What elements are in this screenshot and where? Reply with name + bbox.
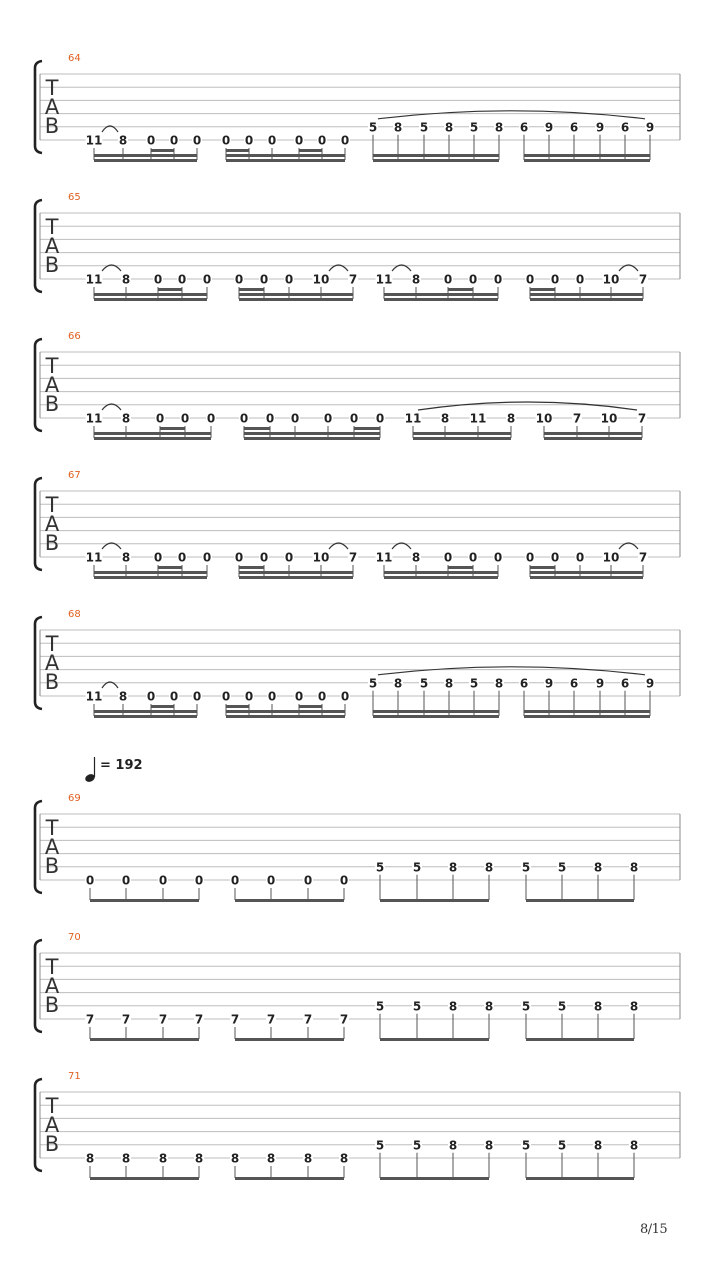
beam-secondary	[94, 571, 207, 574]
beam	[526, 1038, 634, 1041]
beam-tertiary	[299, 149, 322, 152]
fret-number: 8	[448, 860, 458, 875]
fret-number: 0	[244, 133, 254, 148]
fret-number: 8	[339, 1151, 349, 1166]
beam	[384, 576, 498, 579]
fret-number: 5	[521, 860, 531, 875]
tab-clef-letter: B	[44, 993, 60, 1017]
fret-number: 0	[265, 411, 275, 426]
tab-clef-letter: T	[45, 1094, 59, 1118]
tab-clef-letter: A	[44, 373, 60, 397]
tab-clef-letter: B	[44, 253, 60, 277]
fret-number: 8	[158, 1151, 168, 1166]
fret-number: 6	[620, 120, 630, 135]
beam-secondary	[384, 293, 498, 296]
beam-secondary	[94, 432, 211, 435]
beam	[380, 899, 489, 902]
tab-clef-letter: B	[44, 1132, 60, 1156]
fret-number: 10	[312, 272, 330, 287]
fret-number: 8	[194, 1151, 204, 1166]
system-bracket	[35, 1079, 42, 1171]
fret-number: 5	[469, 120, 479, 135]
fret-number: 8	[411, 550, 421, 565]
beam-tertiary	[226, 149, 249, 152]
system-bracket	[35, 617, 42, 709]
measure-number: 66	[68, 331, 81, 342]
fret-number: 8	[266, 1151, 276, 1166]
fret-number: 0	[85, 873, 95, 888]
tab-clef-letter: B	[44, 392, 60, 416]
beam	[373, 715, 499, 718]
tab-clef-letter: T	[45, 354, 59, 378]
fret-number: 8	[121, 272, 131, 287]
fret-number: 11	[85, 689, 103, 704]
fret-number: 0	[121, 873, 131, 888]
fret-number: 0	[153, 550, 163, 565]
tab-clef-letter: B	[44, 114, 60, 138]
fret-number: 0	[550, 550, 560, 565]
beam	[90, 1177, 199, 1180]
fret-number: 9	[544, 676, 554, 691]
fret-number: 11	[85, 133, 103, 148]
measure-number: 64	[68, 53, 81, 64]
fret-number: 0	[192, 133, 202, 148]
fret-number: 0	[177, 550, 187, 565]
tab-clef-letter: T	[45, 955, 59, 979]
fret-number: 7	[339, 1012, 349, 1027]
measure-number: 68	[68, 609, 81, 620]
beam-tertiary	[244, 427, 270, 430]
beam-secondary	[524, 154, 650, 157]
fret-number: 0	[349, 411, 359, 426]
fret-number: 0	[230, 873, 240, 888]
beam-secondary	[94, 154, 197, 157]
fret-number: 5	[557, 1138, 567, 1153]
beam	[235, 1038, 344, 1041]
fret-number: 0	[146, 133, 156, 148]
slur-arc	[378, 111, 645, 119]
fret-number: 11	[469, 411, 487, 426]
fret-number: 0	[177, 272, 187, 287]
fret-number: 0	[267, 689, 277, 704]
system-bracket	[35, 61, 42, 153]
fret-number: 7	[637, 411, 647, 426]
beam-tertiary	[151, 705, 174, 708]
beam-secondary	[244, 432, 380, 435]
beam	[384, 298, 498, 301]
fret-number: 0	[169, 133, 179, 148]
beam	[373, 159, 499, 162]
beam	[239, 298, 353, 301]
beam	[94, 576, 207, 579]
fret-number: 8	[448, 999, 458, 1014]
beam	[530, 576, 643, 579]
fret-number: 8	[629, 1138, 639, 1153]
fret-number: 11	[85, 411, 103, 426]
fret-number: 8	[440, 411, 450, 426]
fret-number: 8	[303, 1151, 313, 1166]
fret-number: 5	[368, 676, 378, 691]
fret-number: 8	[411, 272, 421, 287]
fret-number: 7	[121, 1012, 131, 1027]
tempo-value: = 192	[100, 758, 143, 773]
system-bracket	[35, 200, 42, 292]
fret-number: 8	[118, 689, 128, 704]
tab-clef-letter: A	[44, 1113, 60, 1137]
beam	[235, 1177, 344, 1180]
fret-number: 8	[484, 999, 494, 1014]
beam	[524, 159, 650, 162]
fret-number: 0	[303, 873, 313, 888]
beam-secondary	[226, 710, 345, 713]
fret-number: 9	[544, 120, 554, 135]
fret-number: 8	[393, 120, 403, 135]
beam-secondary	[524, 710, 650, 713]
fret-number: 8	[506, 411, 516, 426]
fret-number: 7	[194, 1012, 204, 1027]
fret-number: 8	[484, 1138, 494, 1153]
fret-number: 7	[348, 550, 358, 565]
fret-number: 5	[521, 1138, 531, 1153]
fret-number: 7	[572, 411, 582, 426]
tab-system-70	[35, 932, 680, 1041]
beam-secondary	[94, 293, 207, 296]
beam-secondary	[94, 710, 197, 713]
fret-number: 0	[234, 272, 244, 287]
beam-secondary	[530, 571, 643, 574]
tab-system-65	[35, 192, 680, 301]
beam-secondary	[373, 710, 499, 713]
fret-number: 5	[375, 999, 385, 1014]
fret-number: 0	[443, 550, 453, 565]
measure-number: 69	[68, 793, 81, 804]
page-number: 8/15	[640, 1222, 668, 1237]
tab-clef-letter: B	[44, 531, 60, 555]
tab-system-69	[35, 793, 680, 902]
fret-number: 8	[85, 1151, 95, 1166]
fret-number: 5	[557, 999, 567, 1014]
beam-tertiary	[160, 427, 185, 430]
fret-number: 5	[419, 120, 429, 135]
fret-number: 0	[202, 272, 212, 287]
fret-number: 0	[221, 689, 231, 704]
beam	[380, 1177, 489, 1180]
fret-number: 6	[519, 120, 529, 135]
fret-number: 8	[494, 120, 504, 135]
fret-number: 0	[375, 411, 385, 426]
fret-number: 7	[348, 272, 358, 287]
fret-number: 9	[595, 120, 605, 135]
tab-system-71	[35, 1071, 680, 1180]
fret-number: 0	[239, 411, 249, 426]
fret-number: 0	[266, 873, 276, 888]
fret-number: 0	[575, 550, 585, 565]
beam	[530, 298, 643, 301]
tab-clef-letter: A	[44, 234, 60, 258]
fret-number: 8	[444, 676, 454, 691]
fret-number: 6	[569, 120, 579, 135]
fret-number: 8	[629, 999, 639, 1014]
system-bracket	[35, 478, 42, 570]
fret-number: 5	[419, 676, 429, 691]
fret-number: 7	[638, 272, 648, 287]
tab-system-67	[35, 470, 680, 579]
beam	[94, 715, 197, 718]
beam	[380, 1038, 489, 1041]
fret-number: 0	[525, 272, 535, 287]
measure-number: 65	[68, 192, 81, 203]
fret-number: 0	[202, 550, 212, 565]
beam	[526, 1177, 634, 1180]
tab-clef-letter: T	[45, 493, 59, 517]
fret-number: 11	[85, 550, 103, 565]
fret-number: 0	[146, 689, 156, 704]
measure-number: 70	[68, 932, 81, 943]
fret-number: 7	[638, 550, 648, 565]
tab-clef-letter: A	[44, 651, 60, 675]
fret-number: 8	[593, 1138, 603, 1153]
fret-number: 0	[221, 133, 231, 148]
fret-number: 0	[206, 411, 216, 426]
tab-clef-letter: B	[44, 854, 60, 878]
fret-number: 0	[468, 550, 478, 565]
tab-system-68	[35, 609, 680, 718]
fret-number: 10	[602, 550, 620, 565]
fret-number: 8	[121, 411, 131, 426]
fret-number: 0	[290, 411, 300, 426]
fret-number: 0	[525, 550, 535, 565]
fret-number: 6	[569, 676, 579, 691]
beam-tertiary	[158, 566, 182, 569]
fret-number: 0	[468, 272, 478, 287]
fret-number: 0	[158, 873, 168, 888]
fret-number: 0	[259, 272, 269, 287]
fret-number: 8	[393, 676, 403, 691]
fret-number: 8	[448, 1138, 458, 1153]
fret-number: 0	[194, 873, 204, 888]
beam	[94, 298, 207, 301]
fret-number: 0	[575, 272, 585, 287]
fret-number: 9	[595, 676, 605, 691]
fret-number: 8	[629, 860, 639, 875]
beam-tertiary	[226, 705, 249, 708]
tab-system-64	[35, 53, 680, 162]
system-bracket	[35, 339, 42, 431]
tab-clef-letter: T	[45, 76, 59, 100]
fret-number: 0	[340, 689, 350, 704]
beam	[544, 437, 642, 440]
beam-secondary	[239, 293, 353, 296]
fret-number: 5	[412, 1138, 422, 1153]
fret-number: 0	[443, 272, 453, 287]
tab-clef-letter: A	[44, 512, 60, 536]
fret-number: 0	[153, 272, 163, 287]
beam	[239, 576, 353, 579]
fret-number: 7	[158, 1012, 168, 1027]
fret-number: 0	[267, 133, 277, 148]
fret-number: 8	[230, 1151, 240, 1166]
fret-number: 0	[169, 689, 179, 704]
fret-number: 5	[469, 676, 479, 691]
fret-number: 11	[85, 272, 103, 287]
fret-number: 0	[294, 133, 304, 148]
fret-number: 5	[521, 999, 531, 1014]
beam-tertiary	[448, 566, 473, 569]
fret-number: 0	[155, 411, 165, 426]
fret-number: 0	[493, 272, 503, 287]
fret-number: 7	[230, 1012, 240, 1027]
fret-number: 8	[118, 133, 128, 148]
beam	[244, 437, 380, 440]
fret-number: 8	[494, 676, 504, 691]
tab-system-66	[35, 331, 680, 440]
fret-number: 0	[284, 550, 294, 565]
beam	[413, 437, 511, 440]
measure-number: 71	[68, 1071, 81, 1082]
beam-tertiary	[299, 705, 322, 708]
beam-tertiary	[239, 566, 264, 569]
beam	[94, 159, 197, 162]
tab-clef-letter: A	[44, 835, 60, 859]
fret-number: 0	[244, 689, 254, 704]
fret-number: 0	[234, 550, 244, 565]
tab-clef-letter: T	[45, 215, 59, 239]
fret-number: 5	[375, 860, 385, 875]
fret-number: 5	[412, 999, 422, 1014]
fret-number: 5	[368, 120, 378, 135]
fret-number: 0	[340, 133, 350, 148]
beam-tertiary	[530, 566, 555, 569]
slur-arc	[378, 667, 645, 675]
beam	[226, 159, 345, 162]
tab-clef-letter: T	[45, 816, 59, 840]
beam	[90, 899, 199, 902]
fret-number: 0	[323, 411, 333, 426]
fret-number: 8	[593, 999, 603, 1014]
fret-number: 11	[375, 272, 393, 287]
beam	[90, 1038, 199, 1041]
fret-number: 8	[121, 550, 131, 565]
fret-number: 0	[493, 550, 503, 565]
beam	[235, 899, 344, 902]
fret-number: 0	[550, 272, 560, 287]
beam-secondary	[226, 154, 345, 157]
fret-number: 0	[192, 689, 202, 704]
system-bracket	[35, 940, 42, 1032]
beam-secondary	[239, 571, 353, 574]
slur-arc	[418, 402, 637, 410]
beam-tertiary	[239, 288, 264, 291]
fret-number: 0	[317, 689, 327, 704]
beam	[524, 715, 650, 718]
beam-tertiary	[158, 288, 182, 291]
measure-number: 67	[68, 470, 81, 481]
fret-number: 6	[519, 676, 529, 691]
tab-clef-letter: B	[44, 670, 60, 694]
beam-secondary	[373, 154, 499, 157]
fret-number: 6	[620, 676, 630, 691]
fret-number: 0	[259, 550, 269, 565]
beam	[94, 437, 211, 440]
fret-number: 5	[557, 860, 567, 875]
fret-number: 7	[85, 1012, 95, 1027]
beam-secondary	[413, 432, 511, 435]
tab-clef-letter: T	[45, 632, 59, 656]
fret-number: 11	[375, 550, 393, 565]
fret-number: 0	[180, 411, 190, 426]
fret-number: 9	[645, 120, 655, 135]
fret-number: 5	[375, 1138, 385, 1153]
fret-number: 7	[303, 1012, 313, 1027]
fret-number: 10	[535, 411, 553, 426]
fret-number: 0	[317, 133, 327, 148]
beam-tertiary	[151, 149, 174, 152]
beam-tertiary	[354, 427, 380, 430]
fret-number: 0	[284, 272, 294, 287]
beam	[226, 715, 345, 718]
beam-tertiary	[530, 288, 555, 291]
fret-number: 5	[412, 860, 422, 875]
fret-number: 7	[266, 1012, 276, 1027]
beam-secondary	[544, 432, 642, 435]
tab-clef-letter: A	[44, 95, 60, 119]
beam-secondary	[384, 571, 498, 574]
fret-number: 8	[444, 120, 454, 135]
fret-number: 10	[312, 550, 330, 565]
fret-number: 8	[593, 860, 603, 875]
fret-number: 8	[121, 1151, 131, 1166]
fret-number: 10	[600, 411, 618, 426]
fret-number: 10	[602, 272, 620, 287]
system-bracket	[35, 801, 42, 893]
fret-number: 0	[339, 873, 349, 888]
tab-clef-letter: A	[44, 974, 60, 998]
beam	[526, 899, 634, 902]
fret-number: 11	[404, 411, 422, 426]
beam-tertiary	[448, 288, 473, 291]
tempo-marking	[84, 757, 143, 783]
beam-secondary	[530, 293, 643, 296]
fret-number: 0	[294, 689, 304, 704]
fret-number: 8	[484, 860, 494, 875]
fret-number: 9	[645, 676, 655, 691]
